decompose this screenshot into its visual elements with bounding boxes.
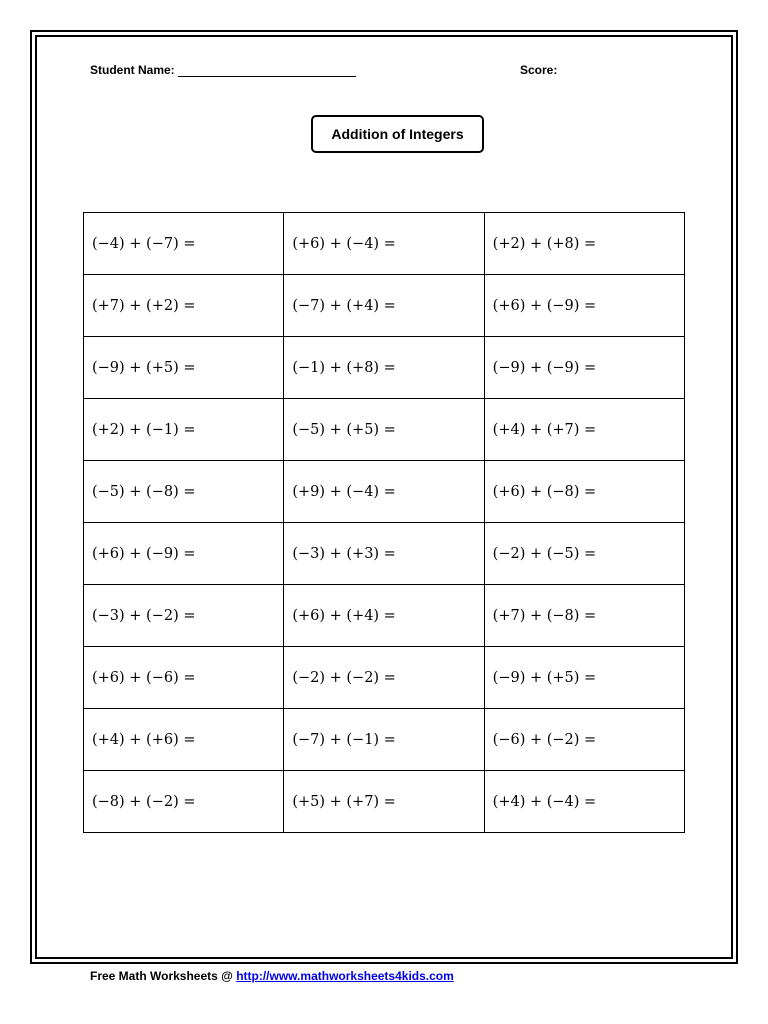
problems-table xyxy=(83,212,685,833)
worksheet-title: Addition of Integers xyxy=(311,115,484,153)
problem-cell: (−9) + (−9) = xyxy=(484,337,684,399)
problem-cell: (+4) + (−4) = xyxy=(484,771,684,833)
footer-text: Free Math Worksheets @ xyxy=(90,969,237,983)
table-row xyxy=(84,275,685,337)
table-row xyxy=(84,399,685,461)
problem-cell: (+7) + (−8) = xyxy=(484,585,684,647)
problem-cell: (−2) + (−2) = xyxy=(284,647,484,709)
problem-cell: (−4) + (−7) = xyxy=(84,213,284,275)
problem-cell: (−9) + (+5) = xyxy=(484,647,684,709)
student-name-line[interactable] xyxy=(178,64,356,77)
problem-cell: (−3) + (+3) = xyxy=(284,523,484,585)
table-row xyxy=(84,461,685,523)
problem-cell: (+6) + (+4) = xyxy=(284,585,484,647)
problem-cell: (−1) + (+8) = xyxy=(284,337,484,399)
problem-cell: (−5) + (−8) = xyxy=(84,461,284,523)
student-name-label: Student Name: xyxy=(90,63,175,77)
table-row xyxy=(84,213,685,275)
table-row xyxy=(84,523,685,585)
problem-cell: (−8) + (−2) = xyxy=(84,771,284,833)
problem-cell: (+2) + (−1) = xyxy=(84,399,284,461)
table-row xyxy=(84,585,685,647)
problem-cell: (+6) + (−9) = xyxy=(84,523,284,585)
score-label: Score: xyxy=(520,63,558,77)
problem-cell: (+9) + (−4) = xyxy=(284,461,484,523)
problem-cell: (−9) + (+5) = xyxy=(84,337,284,399)
problem-cell: (+6) + (−6) = xyxy=(84,647,284,709)
problem-cell: (−7) + (−1) = xyxy=(284,709,484,771)
table-row xyxy=(84,337,685,399)
footer xyxy=(90,969,454,983)
problem-cell: (+6) + (−4) = xyxy=(284,213,484,275)
problem-cell: (−2) + (−5) = xyxy=(484,523,684,585)
footer-link[interactable]: http://www.mathworksheets4kids.com xyxy=(236,969,454,983)
problem-cell: (+2) + (+8) = xyxy=(484,213,684,275)
problem-cell: (+4) + (+6) = xyxy=(84,709,284,771)
student-name-field xyxy=(90,63,356,77)
problem-cell: (+5) + (+7) = xyxy=(284,771,484,833)
problem-cell: (+6) + (−8) = xyxy=(484,461,684,523)
table-row xyxy=(84,709,685,771)
problem-cell: (−6) + (−2) = xyxy=(484,709,684,771)
problem-cell: (−5) + (+5) = xyxy=(284,399,484,461)
table-row xyxy=(84,771,685,833)
problem-cell: (+4) + (+7) = xyxy=(484,399,684,461)
problem-cell: (+6) + (−9) = xyxy=(484,275,684,337)
table-row xyxy=(84,647,685,709)
problem-cell: (−7) + (+4) = xyxy=(284,275,484,337)
problem-cell: (−3) + (−2) = xyxy=(84,585,284,647)
problem-cell: (+7) + (+2) = xyxy=(84,275,284,337)
